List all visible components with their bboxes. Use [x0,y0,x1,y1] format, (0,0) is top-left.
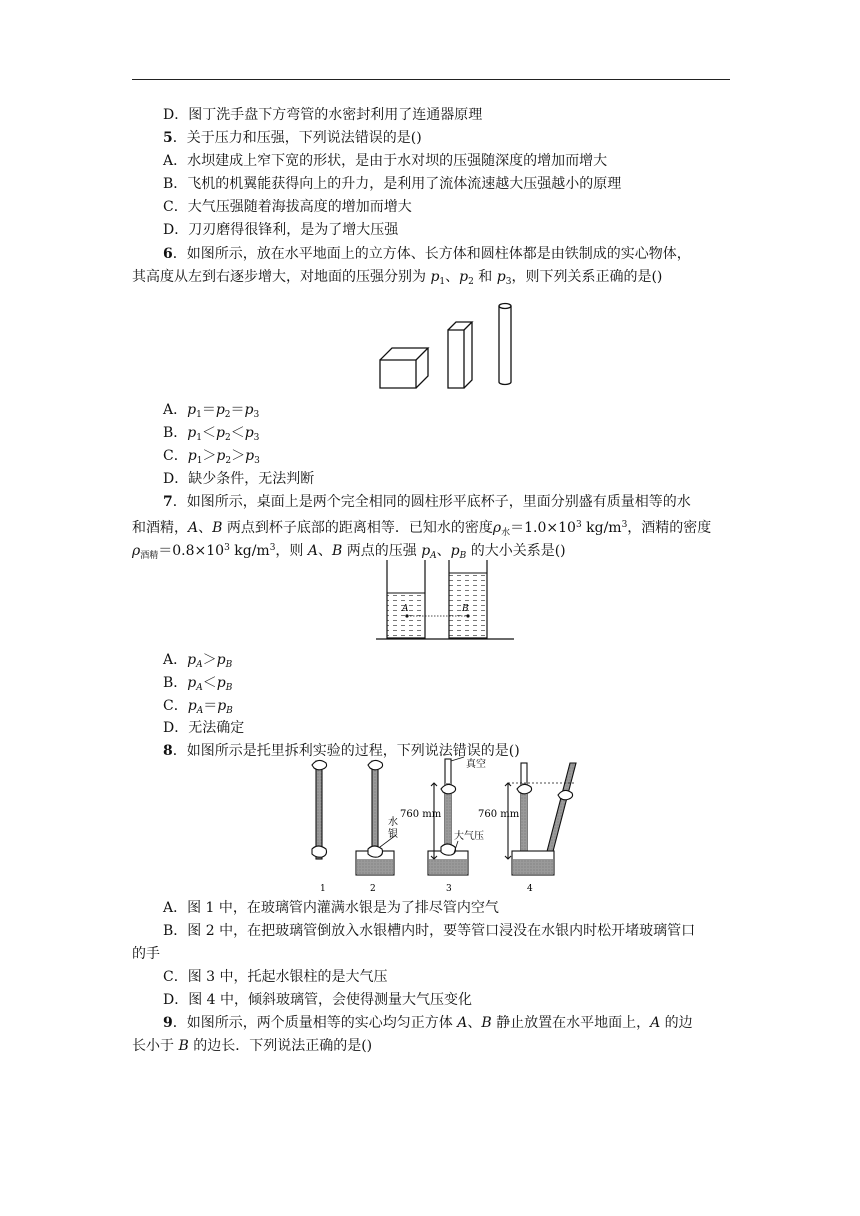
q7-c-p2: p [217,698,227,714]
q5-option-a: A．水坝建成上窄下宽的形状，是由于水对坝的压强随深度的增加而增大 [163,153,608,169]
q8-fig1-hand-bottom [312,846,327,857]
q8-fig2-tube [372,761,378,859]
q6-cylinder-bottom [499,382,511,385]
q8-number: 8 [163,743,173,759]
q8-option-d: D．图 4 中，倾斜玻璃管，会使得测量大气压变化 [163,992,473,1008]
q8-option-b-line1: B．图 2 中，在把玻璃管倒放入水银槽内时，要等管口浸没在水银内时松开堵玻璃管口 [163,923,696,939]
q6-stem-line1 [163,244,691,264]
q7-unit1-exp: 3 [621,520,628,530]
q7-opt-c-letter: C． [163,698,188,714]
q6-b-p3: p [244,425,254,441]
q6-opt-c-letter: C． [163,448,188,464]
q8-fig1-hand-top [312,760,327,769]
q8-fig-number-1: 1 [320,884,326,894]
q8-fig-number-4: 4 [527,884,533,894]
q7-pA-sub: A [430,551,437,561]
q6-p2: p [459,269,469,285]
q8-option-b-line2: 的手 [132,946,160,962]
q8-option-c: C．图 3 中，托起水银柱的是大气压 [163,969,388,985]
q6-p3-sub: 3 [505,277,512,287]
q6-b-lt1: ＜ [202,425,216,441]
q7-a-p2: p [216,652,226,668]
q9-stem2b: 的边长．下列说法正确的是() [188,1038,373,1054]
q7-b-p: p [187,675,197,691]
q6-stem1: ．如图所示，放在水平地面上的立方体、长方体和圆柱体都是由铁制成的实心物体， [172,246,691,262]
q7-figure [376,558,516,644]
q6-p1: p [430,269,440,285]
q6-sep: 、 [445,269,460,285]
q8-vacuum-leader [451,757,464,761]
q7-point-a [405,614,408,617]
q8-fig4-trough-mercury [513,859,553,874]
q7-point-b [466,614,469,617]
q7-opt-a-letter: A． [163,652,188,668]
q7-stem1: ．如图所示，桌面上是两个完全相同的圆柱形平底杯子，里面分别盛有质量相等的水 [172,494,691,510]
q9-stem1c: 的边 [660,1015,693,1031]
q6-cube-front [380,360,416,388]
q7-unit2: kg/m [229,543,270,559]
q7-unit2-exp: 3 [269,543,276,553]
q7-label-a: A [402,604,409,614]
q6-p2-sub: 2 [468,277,474,287]
q6-number: 6 [163,246,173,262]
q8-fig-number-2: 2 [370,884,376,894]
q7-pB: p [450,543,460,559]
q6-b-p1: p [187,425,197,441]
q6-c-p3: p [245,448,255,464]
q8-fig3-760-label: 760 mm [400,809,442,820]
q7-stem2end: ，酒精的密度 [627,520,712,536]
q7-option-d: D．无法确定 [163,720,245,736]
q6-c-p2: p [216,448,226,464]
q6-stem2a: 其高度从左到右逐步增大，对地面的压强分别为 [132,269,431,285]
q6-opt-a-letter: A． [163,402,188,418]
q6-a-p2: p [215,402,225,418]
q7-b-p2: p [216,675,226,691]
q7-stem3d: 的大小关系是() [466,543,566,559]
q6-cube-top [380,348,428,360]
q7-stem2b: 两点到杯子底部的距离相等．已知水的密度 [222,520,493,536]
q7-alcohol-sub: 酒精 [140,551,159,561]
q8-fig4-760-label: 760 mm [478,809,520,820]
q7-b-lt: ＜ [202,675,217,691]
q7-eq1: ＝1.0×10 [510,520,576,536]
q8-atm-label: 大气压 [454,831,484,842]
q7-option-a [163,650,232,675]
q8-mercury-label-1: 水 [388,817,398,828]
q8-fig2-hand-bottom [368,846,383,857]
q9-stem1b: 静止放置在水平地面上， [491,1015,651,1031]
q6-b-s2: 2 [224,433,231,443]
q7-c-eq: ＝ [203,698,218,714]
q9-number: 9 [163,1015,173,1031]
q6-cuboid-side [464,322,472,388]
q7-stem3b: ，则 [275,543,308,559]
q8-fig4-tilted-tube [544,763,576,863]
q8-option-a: A．图 1 中，在玻璃管内灌满水银是为了排尽管内空气 [163,900,499,916]
q6-a-s1: 1 [196,410,202,420]
q7-B2: B [332,543,343,559]
q7-unit1: kg/m [581,520,622,536]
q6-b-s1: 1 [196,433,202,443]
q9-A2: A [650,1015,661,1031]
q5-number: 5 [163,130,173,146]
q5-stem-text: ．关于压力和压强，下列说法错误的是() [172,130,422,146]
q6-figure [376,296,520,392]
q6-option-d: D．缺少条件，无法判断 [163,471,315,487]
q7-stem-line1 [163,492,691,512]
q8-fig2-trough-mercury [357,859,393,874]
q6-option-b [163,423,259,448]
q7-sep2: 、 [318,543,332,559]
q6-p1-sub: 1 [439,277,446,287]
q7-sep3: 、 [436,543,451,559]
q8-fig4-hand-left [517,784,532,793]
q8-mercury-label-2: 银 [388,829,398,840]
q9-stem2a: 长小于 [132,1038,179,1054]
q7-pA: p [421,543,431,559]
q7-A2: A [307,543,318,559]
q6-c-s2: 2 [225,456,232,466]
q9-B: B [481,1015,492,1031]
q5-stem [163,128,422,148]
q6-c-p1: p [187,448,197,464]
q7-option-b [163,673,232,698]
q6-a-s2: 2 [224,410,231,420]
q6-cylinder-top [499,304,511,309]
q9-stem-line1 [163,1013,693,1033]
q7-c-p: p [187,698,197,714]
q7-exp1: 3 [575,520,582,530]
q6-c-s3: 3 [254,456,260,466]
q7-B: B [212,520,223,536]
q6-a-eq1: ＝ [201,402,216,418]
q6-b-lt2: ＜ [230,425,245,441]
q9-stem1a: ．如图所示，两个质量相等的实心均匀正方体 [172,1015,458,1031]
q7-water-sub: 水 [501,528,511,538]
q6-c-gt1: ＞ [202,448,217,464]
q8-fig1-tube [316,761,322,859]
q5-option-d: D．刀刃磨得很锋利，是为了增大压强 [163,222,399,238]
q6-cuboid-top [448,322,472,330]
q9-stem-line2 [132,1036,372,1056]
q6-stem-line2 [132,267,662,292]
q8-fig3-hand-top [441,784,456,793]
q7-sep: 、 [198,520,213,536]
q7-c-sa: A [196,706,204,716]
q9-A: A [457,1015,468,1031]
q7-rho-alcohol: ρ [132,543,141,559]
q9-sep: 、 [467,1015,482,1031]
q6-b-p2: p [216,425,225,441]
q7-A: A [188,520,199,536]
q7-stem2a: 和酒精， [132,520,188,536]
q6-option-a [163,400,259,425]
q7-label-b: B [462,604,469,614]
q6-a-eq2: ＝ [230,402,245,418]
q8-vacuum-label: 真空 [466,759,486,770]
q8-fig4-hand-right [558,790,573,799]
q6-cuboid-front [448,330,464,388]
q6-c-gt2: ＞ [231,448,246,464]
q7-eq2: ＝0.8×10 [158,543,225,559]
q7-a-gt: ＞ [202,652,217,668]
q6-a-s3: 3 [253,410,260,420]
q6-option-c [163,446,260,471]
q8-fig3-trough-mercury [429,859,467,874]
q5-option-c: C．大气压强随着海拔高度的增加而增大 [163,199,412,215]
q8-fig-number-3: 3 [446,884,452,894]
q7-a-sa: A [196,660,203,670]
q6-b-s3: 3 [253,433,260,443]
q8-fig2-hand-top [368,760,383,769]
q7-number: 7 [163,494,173,510]
q7-c-sb: B [226,706,233,716]
q7-opt-b-letter: B． [163,675,188,691]
q6-c-s1: 1 [196,456,203,466]
header-rule [132,79,730,80]
q7-a-p: p [187,652,197,668]
q9-B2: B [178,1038,189,1054]
q7-b-sa: A [196,683,203,693]
q6-opt-b-letter: B． [163,425,188,441]
q6-and: 和 [473,269,497,285]
q4-option-d: D．图丁洗手盘下方弯管的水密封利用了连通器原理 [163,107,483,123]
q7-b-sb: B [225,683,233,693]
q5-option-b: B．飞机的机翼能获得向上的升力，是利用了流体流速越大压强越小的原理 [163,176,622,192]
q8-fig3-hand-bottom [441,844,456,855]
q8-figure [308,755,598,895]
q6-stem2b: ，则下列关系正确的是() [511,269,663,285]
q8-stem-text: ．如图所示是托里拆利实验的过程，下列说法错误的是() [172,743,520,759]
q6-a-p1: p [187,402,197,418]
q7-rho-water: ρ [492,520,502,536]
q7-pB-sub: B [459,551,467,561]
q7-exp2: 3 [224,543,230,553]
q6-a-p3: p [244,402,254,418]
q7-stem3c: 两点的压强 [342,543,422,559]
q6-p3: p [496,269,506,285]
q7-a-sb: B [225,660,233,670]
